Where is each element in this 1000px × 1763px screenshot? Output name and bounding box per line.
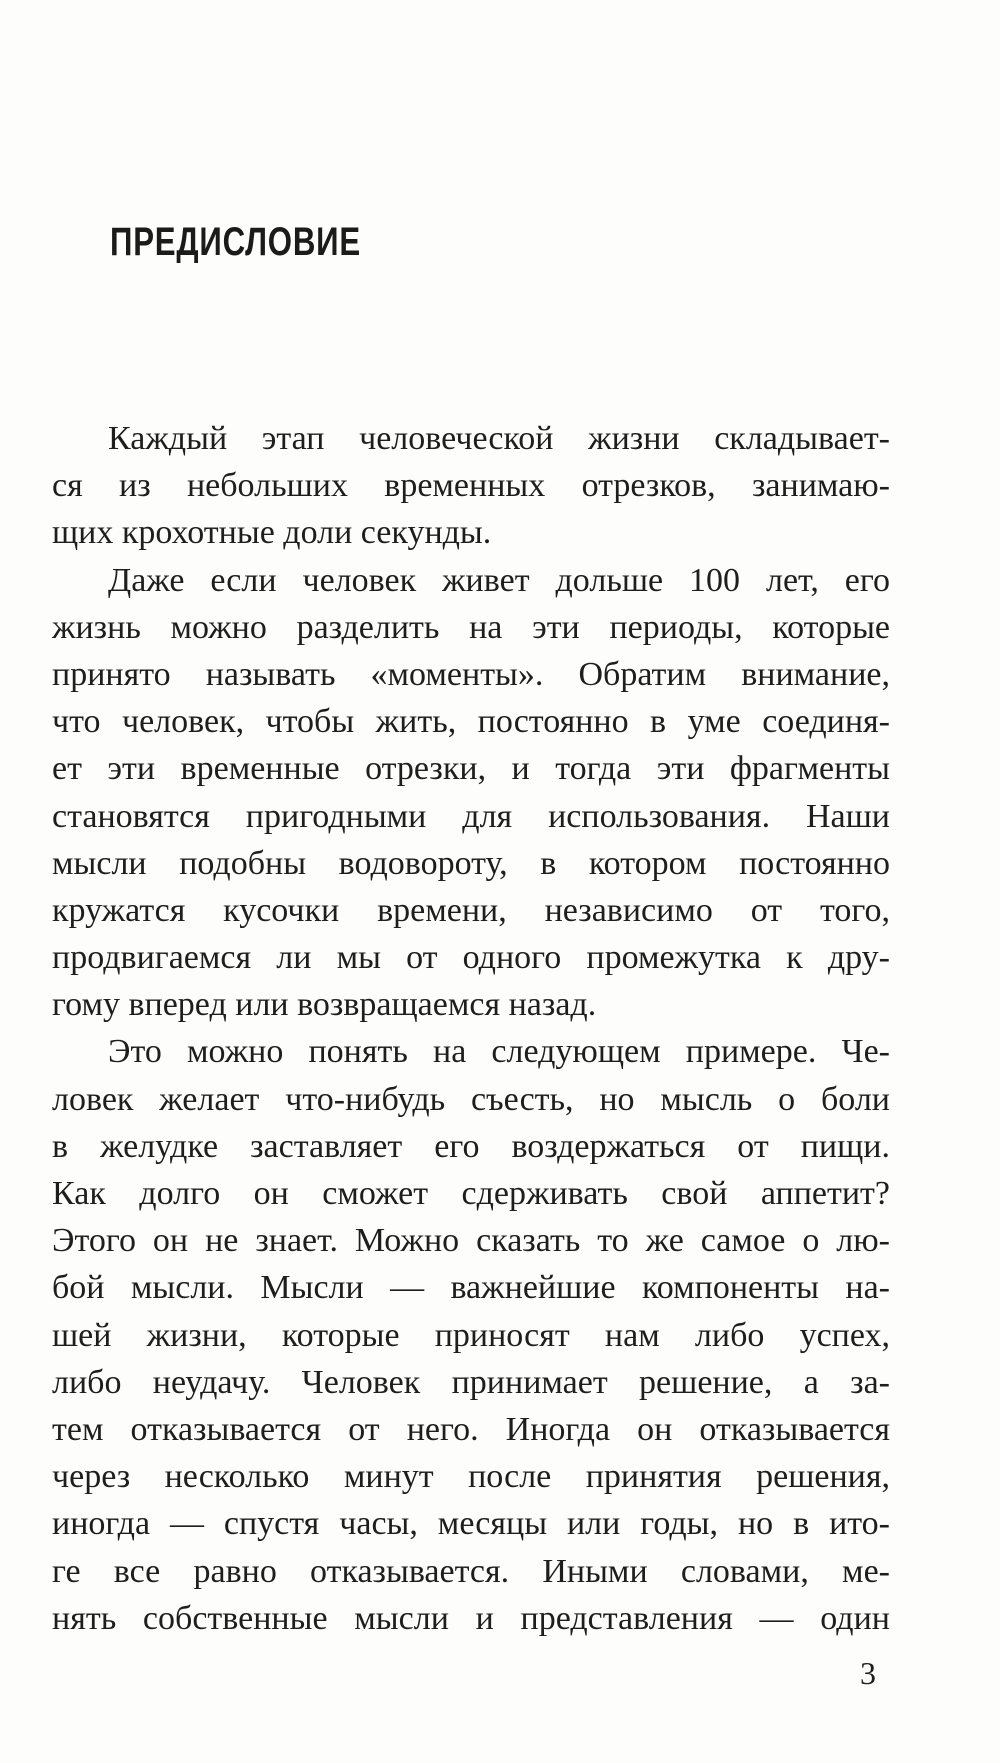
text-line: Это можно понять на следующем примере. Че- — [108, 1033, 890, 1071]
text-line: щих крохотные доли секунды. — [52, 514, 492, 552]
page-number: 3 — [860, 1655, 876, 1691]
text-line: Этого он не знает. Можно сказать то же самое о лю- — [52, 1222, 890, 1260]
text-line: ет эти временные отрезки, и тогда эти фрагменты — [52, 750, 890, 788]
text-line: Как долго он сможет сдерживать свой аппетит? — [52, 1175, 890, 1212]
body-text — [52, 415, 890, 1642]
text-line: мысли подобны водовороту, в котором постоянно — [52, 844, 890, 882]
text-line: шей жизни, которые приносят нам либо успех, — [52, 1316, 890, 1354]
chapter-title: ПРЕДИСЛОВИЕ — [110, 220, 361, 264]
text-line: Даже если человек живет дольше 100 лет, его — [108, 561, 890, 599]
text-line: ся из небольших временных отрезков, занимаю- — [52, 467, 890, 505]
text-line: нять собственные мысли и представления — один — [52, 1599, 890, 1637]
text-line: в желудке заставляет его воздержаться от пищи. — [52, 1127, 890, 1165]
text-line: иногда — спустя часы, месяцы или годы, но в ито- — [52, 1505, 890, 1543]
text-line: кружатся кусочки времени, независимо от того, — [52, 891, 890, 929]
text-line: ге все равно отказывается. Иными словами, ме- — [52, 1552, 890, 1590]
text-line: продвигаемся ли мы от одного промежутка к дру- — [52, 939, 890, 977]
text-line: что человек, чтобы жить, постоянно в уме соединя- — [52, 703, 890, 741]
text-line: ловек желает что-нибудь съесть, но мысль о боли — [52, 1080, 890, 1118]
text-line: бой мысли. Мысли — важнейшие компоненты на- — [52, 1269, 890, 1307]
text-line: через несколько минут после принятия решения, — [52, 1458, 890, 1496]
text-line: Каждый этап человеческой жизни складывает- — [108, 420, 890, 457]
text-line: гому вперед или возвращаемся назад. — [52, 986, 597, 1024]
text-line: становятся пригодными для использования. Наши — [52, 797, 890, 835]
text-line: принято называть «моменты». Обратим внимание, — [52, 655, 890, 693]
text-line: тем отказывается от него. Иногда он отказывается — [52, 1410, 890, 1448]
text-line: жизнь можно разделить на эти периоды, которые — [52, 608, 890, 646]
text-line: либо неудачу. Человек принимает решение, а за- — [52, 1363, 890, 1401]
